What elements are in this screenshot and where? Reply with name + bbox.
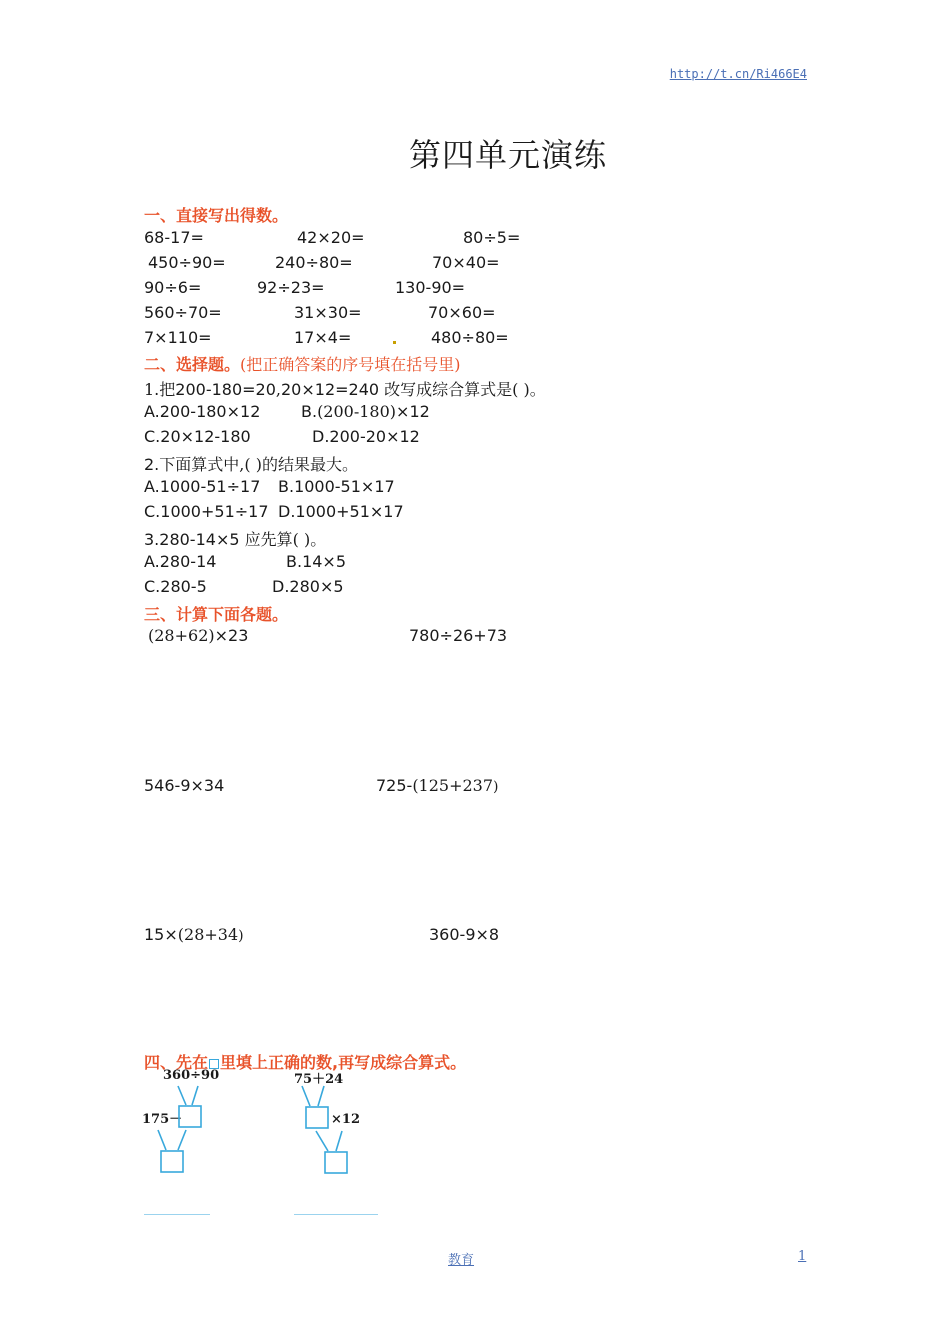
q1-item: 130-90= — [395, 278, 466, 297]
calc-expression — [148, 626, 248, 645]
q1-item: 240÷80= — [275, 253, 353, 272]
q1-item: 17×4= — [294, 328, 352, 347]
square-box-icon — [209, 1059, 219, 1069]
answer-box[interactable] — [161, 1151, 183, 1172]
option-b[interactable]: B.14×5 — [286, 552, 347, 571]
text: B. — [301, 402, 318, 421]
option-d[interactable]: D.200-20×12 — [312, 427, 420, 446]
q1-item: 7×110= — [144, 328, 212, 347]
option-a[interactable]: A.280-14 — [144, 552, 217, 571]
text: 725- — [376, 776, 413, 795]
section-1-heading: 一、直接写出得数。 — [144, 206, 289, 225]
answer-box[interactable] — [306, 1107, 328, 1128]
option-b[interactable] — [301, 402, 430, 421]
q1-item: 42×20= — [297, 228, 365, 247]
answer-line[interactable] — [144, 1214, 210, 1215]
q1-item: 70×40= — [432, 253, 500, 272]
q2-problem-1 — [144, 377, 546, 400]
footer-link[interactable]: 教育 — [448, 1253, 475, 1268]
option-c[interactable]: C.280-5 — [144, 577, 207, 596]
option-c[interactable]: C.20×12-180 — [144, 427, 251, 446]
q1-item: 70×60= — [428, 303, 496, 322]
calc-expression: 780÷26+73 — [409, 626, 508, 645]
answer-blank[interactable]: )。 — [518, 380, 546, 399]
q1-item: 80÷5= — [463, 228, 521, 247]
text: ) — [493, 779, 499, 795]
diagram-2-top-label: 75＋24 — [294, 1072, 344, 1087]
option-d[interactable]: D.280×5 — [272, 577, 344, 596]
answer-box[interactable] — [179, 1106, 201, 1127]
section-2-heading — [144, 352, 461, 375]
option-d[interactable]: D.1000+51×17 — [278, 502, 404, 521]
calc-expression: 546-9×34 — [144, 776, 225, 795]
answer-line[interactable] — [294, 1214, 378, 1215]
header-url[interactable]: http://t.cn/Ri466E4 — [669, 67, 807, 81]
q1-row-1 — [144, 228, 204, 247]
text: 1.把 — [144, 380, 176, 399]
answer-blank[interactable]: )。 — [298, 530, 327, 549]
q1-item: 450÷90= — [148, 253, 226, 272]
decorative-dot — [393, 341, 396, 344]
q2-problem-3 — [144, 527, 326, 550]
q1-item: 480÷80= — [431, 328, 509, 347]
q1-item: 90÷6= — [144, 278, 202, 297]
option-a[interactable]: A.1000-51÷17 — [144, 477, 261, 496]
calc-expression — [144, 925, 244, 944]
q1-item: 92÷23= — [257, 278, 325, 297]
text: (28+34 — [177, 925, 239, 944]
text: 应先算( — [239, 530, 299, 549]
diagram-2-right-label: ×12 — [331, 1112, 360, 1127]
text: (125+237 — [412, 776, 494, 795]
text: ×12 — [396, 402, 430, 421]
text: , — [275, 380, 281, 399]
text: 2. — [144, 455, 160, 474]
option-c[interactable]: C.1000+51÷17 — [144, 502, 269, 521]
q1-item: 31×30= — [294, 303, 362, 322]
text: ×23 — [214, 626, 249, 645]
text: (200-180) — [317, 402, 397, 421]
diagram-1-tree — [140, 1080, 230, 1180]
q2-problem-2 — [144, 452, 358, 475]
q1-item: 68-17= — [144, 228, 204, 247]
text: 200-180=20 — [175, 380, 276, 399]
text: ) — [238, 928, 244, 944]
text: (28+62) — [148, 626, 215, 645]
page-title: 第四单元演练 — [408, 136, 607, 174]
calc-expression: 360-9×8 — [429, 925, 500, 944]
text: 15× — [144, 925, 178, 944]
diagram-2-tree — [300, 1080, 370, 1180]
text: 改写成综合算式是( — [379, 380, 519, 399]
text: 20×12=240 — [281, 380, 380, 399]
answer-blank[interactable]: )的结果最大。 — [250, 455, 358, 474]
option-a[interactable]: A.200-180×12 — [144, 402, 261, 421]
answer-box[interactable] — [325, 1152, 347, 1173]
text: 3.280-14×5 — [144, 530, 240, 549]
page-number: 1 — [798, 1249, 807, 1264]
calc-expression — [376, 776, 499, 795]
q1-item: 560÷70= — [144, 303, 222, 322]
section-2-title: 二、选择题。 — [144, 355, 241, 374]
section-3-heading: 三、计算下面各题。 — [144, 605, 289, 624]
text: 下面算式中,( — [159, 455, 251, 474]
section-2-note: (把正确答案的序号填在括号里) — [240, 355, 461, 374]
diagram-1-top-label: 360÷90 — [163, 1068, 220, 1083]
text: 里填上正确的数,再写成综合算式。 — [220, 1053, 467, 1072]
diagram-1-left-label: 175－ — [142, 1112, 183, 1127]
text: 四、先在 — [144, 1053, 209, 1072]
option-b[interactable]: B.1000-51×17 — [278, 477, 395, 496]
